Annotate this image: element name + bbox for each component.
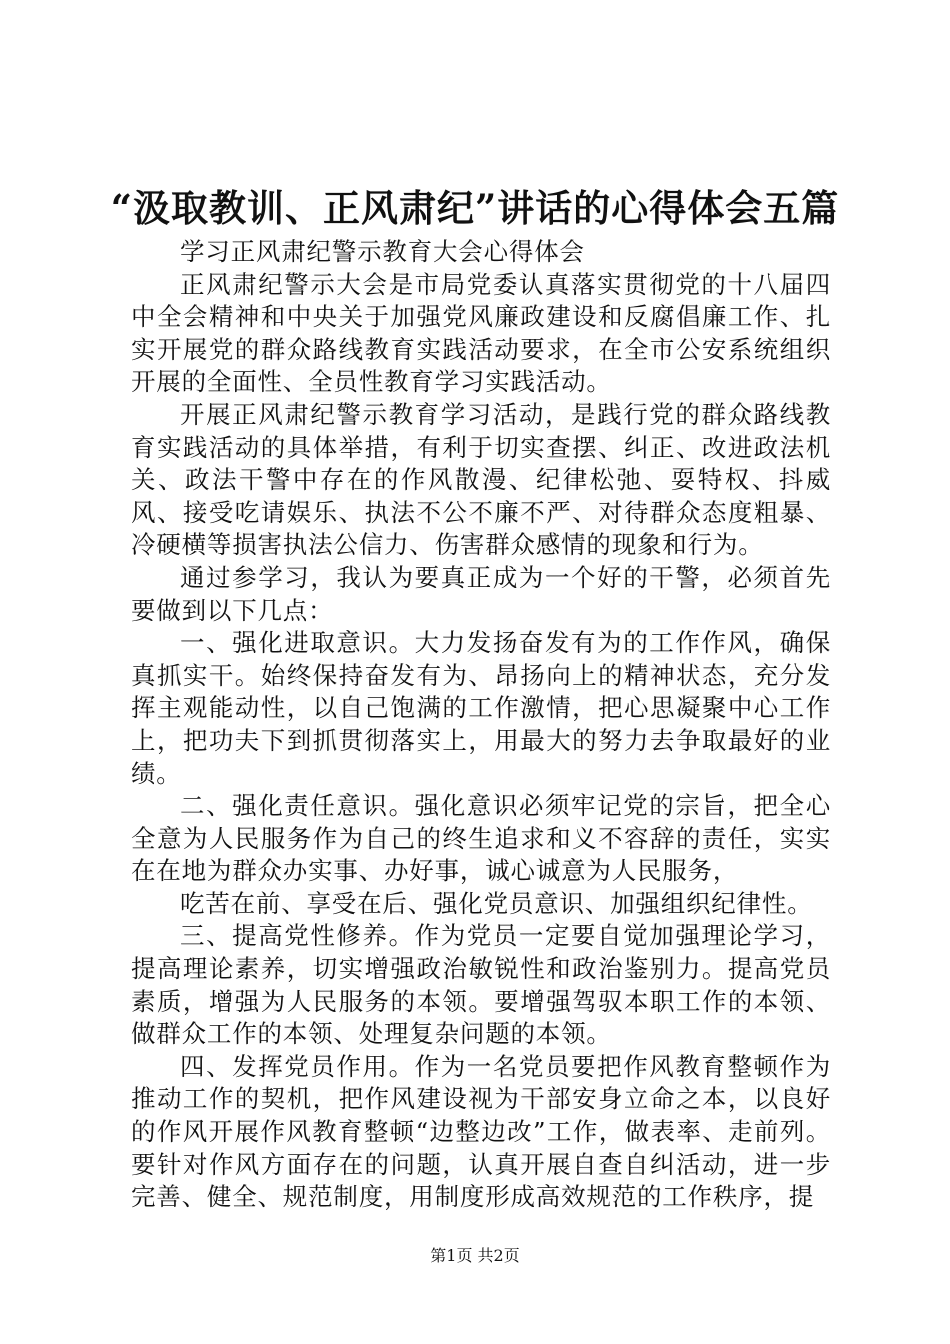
paragraph: 三、提高党性修养。作为党员一定要自觉加强理论学习，提高理论素养，切实增强政治敏锐性和政治鉴别力。提高党员素质，增强为人民服务的本领。要增强驾驭本职工作的本领、做群众工作的本领、处理复杂问题的本领。 — [131, 921, 831, 1049]
paragraph: 吃苦在前、享受在后、强化党员意识、加强组织纪律性。 — [180, 888, 813, 918]
page-title: “汲取教训、正风肃纪”讲话的心得体会五篇 — [110, 186, 840, 230]
section-subtitle: 学习正风肃纪警示教育大会心得体会 — [180, 237, 585, 266]
paragraph: 二、强化责任意识。强化意识必须牢记党的宗旨，把全心全意为人民服务作为自己的终生追求和义不容辞的责任，实实在在地为群众办实事、办好事，诚心诚意为人民服务， — [131, 791, 831, 886]
paragraph: 一、强化进取意识。大力发扬奋发有为的工作作风，确保真抓实干。始终保持奋发有为、昂扬向上的精神状态，充分发挥主观能动性，以自己饱满的工作激情，把心思凝聚中心工作上，把功夫下到抓贯彻落实上，用最大的努力去争取最好的业绩。 — [131, 628, 831, 788]
paragraph: 四、发挥党员作用。作为一名党员要把作风教育整顿作为推动工作的契机，把作风建设视为干部安身立命之本，以良好的作风开展作风教育整顿“边整边改”工作，做表率、走前列。要针对作风方面存在的问题，认真开展自查自纠活动，进一步完善、健全、规范制度，用制度形成高效规范的工作秩序，提 — [131, 1051, 831, 1212]
paragraph: 正风肃纪警示大会是市局党委认真落实贯彻党的十八届四中全会精神和中央关于加强党风廉政建设和反腐倡廉工作、扎实开展党的群众路线教育实践活动要求，在全市公安系统组织开展的全面性、全员性教育学习实践活动。 — [131, 269, 831, 397]
page-footer: 第1页 共2页 — [430, 1246, 520, 1265]
document-body — [131, 236, 831, 1214]
paragraph: 开展正风肃纪警示教育学习活动，是践行党的群众路线教育实践活动的具体举措，有利于切实查摆、纠正、改进政法机关、政法干警中存在的作风散漫、纪律松弛、耍特权、抖威风、接受吃请娱乐、执法不公不廉不严、对待群众态度粗暴、冷硬横等损害执法公信力、伤害群众感情的现象和行为。 — [131, 399, 831, 560]
paragraph: 通过参学习，我认为要真正成为一个好的干警，必须首先要做到以下几点： — [131, 562, 831, 625]
